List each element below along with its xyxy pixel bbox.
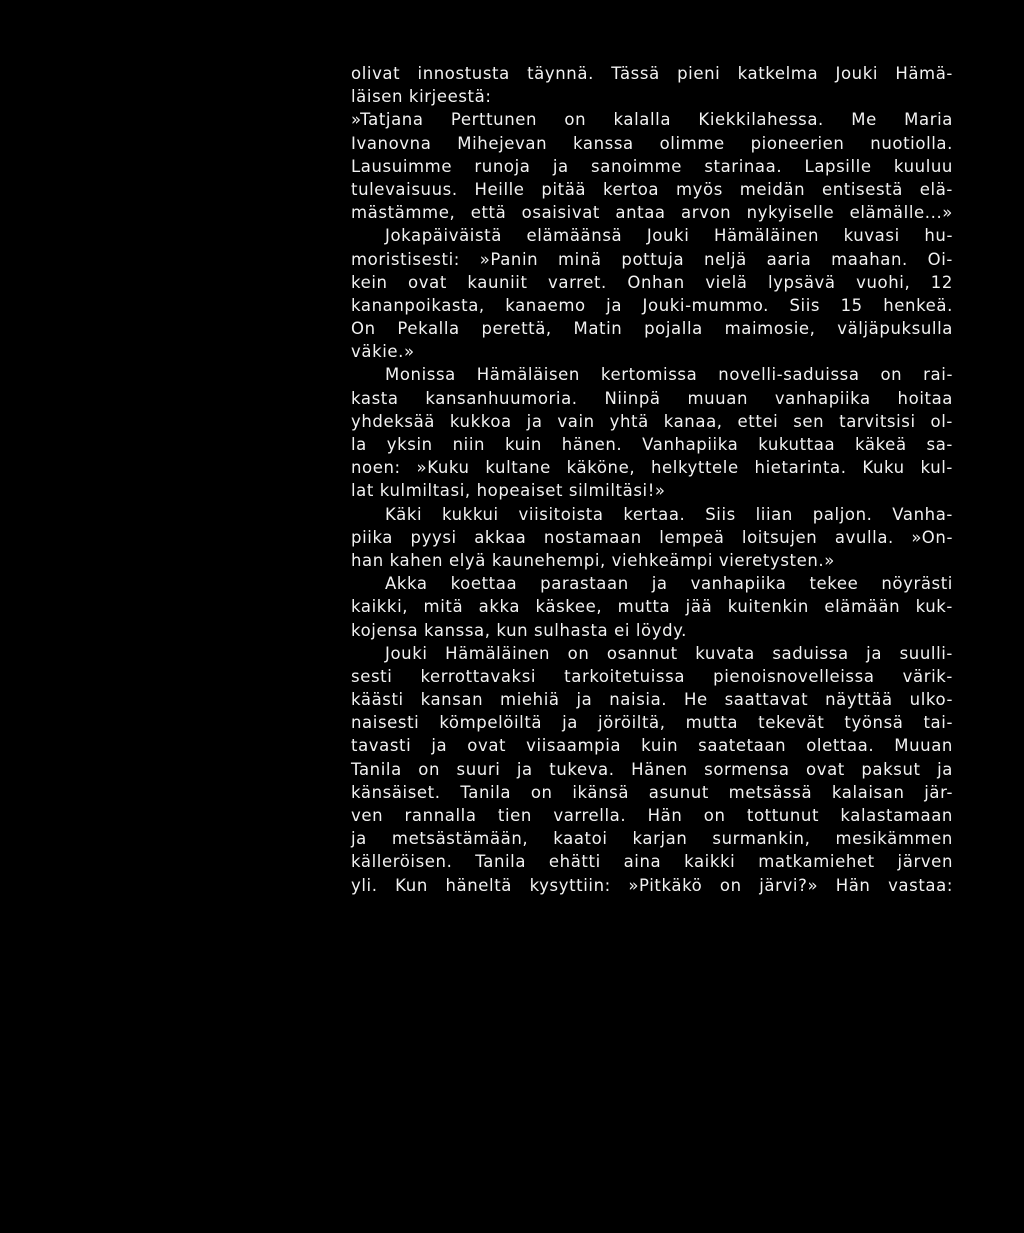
text-line: la yksin niin kuin hänen. Vanhapiika kukuttaa käkeä sa- [351, 435, 953, 454]
text-line: olivat innostusta täynnä. Tässä pieni katkelma Jouki Hämä- [351, 64, 953, 83]
text-line: Jokapäiväistä elämäänsä Jouki Hämäläinen kuvasi hu- [385, 226, 953, 246]
text-line: Akka koettaa parastaan ja vanhapiika tekee nöyrästi [385, 574, 953, 594]
text-line: väkie.» [351, 342, 415, 362]
text-line: sesti kerrottavaksi tarkoitetuissa pienoisnovelleissa värik- [351, 666, 953, 686]
text-line: ven rannalla tien varrella. Hän on tottunut kalastamaan [351, 806, 953, 825]
text-line: känsäiset. Tanila on ikänsä asunut metsässä kalaisan jär- [351, 782, 953, 802]
text-line: Ivanovna Mihejevan kanssa olimme pioneerien nuotiolla. [351, 133, 953, 153]
text-line: Monissa Hämäläisen kertomissa novelli-saduissa on rai- [385, 365, 953, 385]
text-line: tavasti ja ovat viisaampia kuin saatetaan olettaa. Muuan [351, 736, 953, 756]
text-line: kananpoikasta, kanaemo ja Jouki-mummo. Siis 15 henkeä. [351, 295, 953, 315]
text-line: han kahen elyä kaunehempi, viehkeämpi vieretysten.» [351, 550, 835, 570]
text-line: kasta kansanhuumoria. Niinpä muuan vanhapiika hoitaa [351, 388, 953, 408]
text-line: Käki kukkui viisitoista kertaa. Siis liian paljon. Vanha- [385, 504, 953, 524]
body-text [351, 62, 953, 897]
text-line: kein ovat kauniit varret. Onhan vielä lypsävä vuohi, 12 [351, 272, 953, 292]
text-line: noen: »Kuku kultane käköne, helkyttele hietarinta. Kuku kul- [351, 458, 953, 478]
text-line: yhdeksää kukkoa ja vain yhtä kanaa, ettei sen tarvitsisi ol- [351, 411, 953, 431]
text-line: käästi kansan miehiä ja naisia. He saattavat näyttää ulko- [351, 690, 953, 710]
text-line: On Pekalla perettä, Matin pojalla maimosie, väljäpuksulla [351, 319, 953, 339]
text-line: mästämme, että osaisivat antaa arvon nykyiselle elämälle...» [351, 203, 953, 223]
text-line: lat kulmiltasi, hopeaiset silmiltäsi!» [351, 481, 666, 501]
text-line: tulevaisuus. Heille pitää kertoa myös meidän entisestä elä- [351, 179, 953, 199]
text-line: kaikki, mitä akka käskee, mutta jää kuitenkin elämään kuk- [351, 597, 953, 617]
text-line: piika pyysi akkaa nostamaan lempeä loitsujen avulla. »On- [351, 527, 953, 547]
text-line: källeröisen. Tanila ehätti aina kaikki matkamiehet järven [351, 852, 953, 872]
text-line: »Tatjana Perttunen on kalalla Kiekkilahessa. Me Maria [351, 110, 953, 130]
text-line: ja metsästämään, kaatoi karjan surmankin, mesikämmen [351, 829, 953, 849]
text-line: läisen kirjeestä: [351, 87, 492, 107]
text-line: Jouki Hämäläinen on osannut kuvata saduissa ja suulli- [385, 643, 953, 663]
text-line: kojensa kanssa, kun sulhasta ei löydy. [351, 620, 688, 640]
text-line: moristisesti: »Panin minä pottuja neljä aaria maahan. Oi- [351, 249, 953, 269]
text-line: Lausuimme runoja ja sanoimme starinaa. Lapsille kuuluu [351, 156, 953, 176]
text-line: naisesti kömpelöiltä ja jöröiltä, mutta tekevät työnsä tai- [351, 713, 953, 733]
text-line: Tanila on suuri ja tukeva. Hänen sormensa ovat paksut ja [351, 759, 953, 779]
text-line: yli. Kun häneltä kysyttiin: »Pitkäkö on järvi?» Hän vastaa: [351, 875, 953, 895]
